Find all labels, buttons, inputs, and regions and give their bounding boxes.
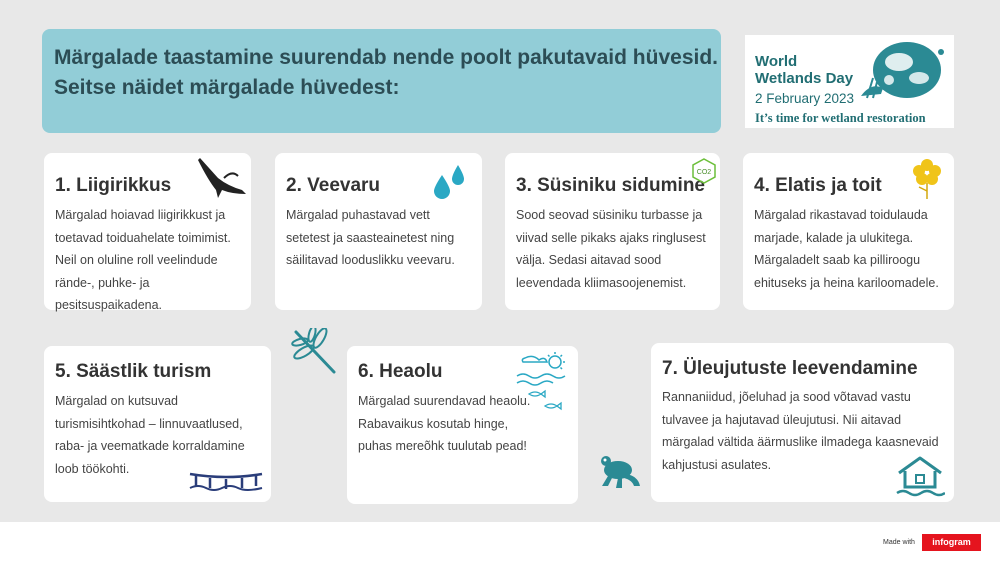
card-body: Märgalad hoiavad liigirikkust ja toetavad toiduahelate toimimist. Neil on oluline roll veelindude rände-, puhke- ja pesitsuspaikadena. [55,208,231,312]
card-body: Rannaniidud, jõeluhad ja sood võtavad vastu tulvavee ja hajutavad üleujutusi. Nii aitavad märgalad vältida äärmuslike ilmadega kaasnevaid kahjustusi asulates. [662,390,939,472]
header-line-2: Seitse näidet märgalade hüvedest: [54,76,400,99]
card-body: Sood seovad süsiniku turbasse ja viivad selle pikaks ajaks ringlusest välja. Sedasi aitavad sood leevendada kliimasoojenemist. [516,208,706,290]
wetland-globe-icon [859,38,951,106]
sun-fish-waves-icon [515,350,573,412]
card-title: 2. Veevaru [286,175,381,196]
card-title: 5. Säästlik turism [55,361,212,382]
card-flood-mitigation [651,343,954,502]
dragonfly-icon [290,328,340,376]
water-drops-icon [430,161,470,201]
card-title: 3. Süsiniku sidumine [516,175,705,196]
card-title: 1. Liigirikkus [55,175,172,196]
world-wetlands-day-logo [745,35,954,128]
card-title: 4. Elatis ja toit [754,175,882,196]
card-body: Märgalad suurendavad heaolu. Rabavaikus kosutab hinge, puhas mereõhk tuulutab pead! [358,394,531,453]
card-sustainable-tourism [44,346,271,502]
footer-bar [0,522,1000,563]
card-title: 7. Üleujutuste leevendamine [662,358,918,379]
cloudberry-flower-icon [909,157,945,201]
header-banner [42,29,721,133]
logo-tagline: It’s time for wetland restoration [755,111,926,125]
card-body: Märgalad puhastavad vett setetest ja saasteainetest ning säilitavad looduslikku veevaru. [286,208,455,267]
boardwalk-icon [188,470,264,492]
logo-name: World Wetlands Day [755,53,854,87]
card-wellbeing [347,346,578,504]
card-body: Märgalad on kutsuvad turismisihtkohad – linnuvaatlused, raba- ja veematkade korraldamine loob töökohti. [55,394,245,476]
card-food-and-livelihood [743,153,954,310]
card-carbon-sequestration [505,153,720,310]
logo-date: 2 February 2023 [755,91,855,106]
co2-hexagon-icon [690,157,718,185]
made-with-label: Made with [883,539,915,546]
heron-icon [194,156,249,200]
card-body: Märgalad rikastavad toidulauda marjade, kalade ja ulukitega. Märgaladelt saab ka pilliroogu ehituseks ja heina kariloomadele. [754,208,939,290]
infogram-brand-badge[interactable]: infogram [922,534,981,551]
card-biodiversity [44,153,251,310]
card-water-supply [275,153,482,310]
frog-icon [596,448,644,490]
header-line-1: Märgalade taastamine suurendab nende poolt pakutavaid hüvesid. [54,46,718,69]
svg-text:CO2: CO2 [696,169,712,176]
card-title: 6. Heaolu [358,361,443,382]
flooded-house-icon [895,455,945,499]
